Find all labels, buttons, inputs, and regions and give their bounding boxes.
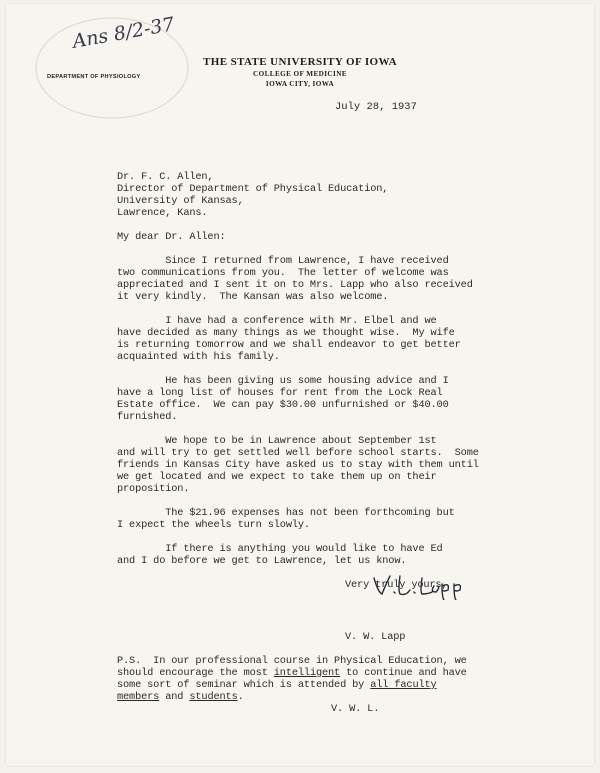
paragraph-line: have a long list of houses for rent from the Lock Real xyxy=(117,387,443,399)
paragraph-line: friends in Kansas City have asked us to stay with them until xyxy=(117,459,479,471)
paragraph-line: He has been giving us some housing advice and I xyxy=(117,375,449,387)
postscript-line: some sort of seminar which is attended by all faculty xyxy=(117,679,437,691)
paragraph-line: and I do before we get to Lawrence, let us know. xyxy=(117,555,407,567)
recipient-line: University of Kansas, xyxy=(117,195,244,207)
paragraph-line: appreciated and I sent it on to Mrs. Lapp who also received xyxy=(117,279,473,291)
paragraph xyxy=(117,507,557,531)
underlined-word: members xyxy=(117,691,160,703)
letterhead xyxy=(190,56,410,89)
paragraph-line: is returning tomorrow and we shall endeavor to get better xyxy=(117,339,461,351)
paragraph xyxy=(117,375,557,423)
underlined-word: intelligent xyxy=(273,667,341,679)
handwritten-answer-note: Ans 8/2-37 xyxy=(70,13,177,53)
recipient-line: Dr. F. C. Allen, xyxy=(117,171,214,183)
handwritten-signature xyxy=(370,570,480,605)
postscript-initials: V. W. L. xyxy=(331,703,380,715)
paragraph-line: proposition. xyxy=(117,483,190,495)
paragraph-line: The $21.96 expenses has not been forthcoming but xyxy=(117,507,455,519)
paragraph-line: acquainted with his family. xyxy=(117,351,280,363)
paragraph-line: If there is anything you would like to have Ed xyxy=(117,543,443,555)
postscript-line: P.S. In our professional course in Physical Education, we xyxy=(117,655,467,667)
department-name: DEPARTMENT OF PHYSIOLOGY xyxy=(47,74,141,80)
paragraph xyxy=(117,315,557,363)
paragraph-line: I expect the wheels turn slowly. xyxy=(117,519,310,531)
paragraph xyxy=(117,435,557,495)
typed-signature: V. W. Lapp xyxy=(345,631,406,643)
postscript-line: should encourage the most intelligent to continue and have xyxy=(117,667,467,679)
recipient-block xyxy=(117,171,557,219)
recipient-line: Director of Department of Physical Education, xyxy=(117,183,389,195)
paragraph-line: two communications from you. The letter of welcome was xyxy=(117,267,449,279)
letter-date: July 28, 1937 xyxy=(335,101,417,113)
salutation: My dear Dr. Allen: xyxy=(117,231,226,243)
paragraph xyxy=(117,255,557,303)
college-name: COLLEGE OF MEDICINE xyxy=(253,70,347,78)
paragraph-line: Since I returned from Lawrence, I have received xyxy=(117,255,449,267)
paragraph-line: and will try to get settled well before school starts. Some xyxy=(117,447,479,459)
city-name: IOWA CITY, IOWA xyxy=(265,80,335,88)
paragraph-line: I have had a conference with Mr. Elbel and we xyxy=(117,315,437,327)
university-name: THE STATE UNIVERSITY OF IOWA xyxy=(203,56,397,68)
paragraph-line: furnished. xyxy=(117,411,178,423)
underlined-word: all faculty xyxy=(370,679,437,691)
postscript xyxy=(117,655,557,715)
paragraph-line: have decided as many things as we thought wise. My wife xyxy=(117,327,455,339)
letter-body xyxy=(117,171,557,715)
postscript-line: members and students. xyxy=(117,691,244,703)
signature-scribble xyxy=(370,570,480,600)
paragraph-line: We hope to be in Lawrence about September 1st xyxy=(117,435,437,447)
paragraph-line: it very kindly. The Kansan was also welcome. xyxy=(117,291,389,303)
paragraph-line: we get located and we expect to take them up on their xyxy=(117,471,437,483)
underlined-word: students xyxy=(189,691,238,703)
closing: Very truly yours, xyxy=(345,579,448,591)
paragraph xyxy=(117,543,557,567)
recipient-line: Lawrence, Kans. xyxy=(117,207,208,219)
paragraph-line: Estate office. We can pay $30.00 unfurnished or $40.00 xyxy=(117,399,449,411)
